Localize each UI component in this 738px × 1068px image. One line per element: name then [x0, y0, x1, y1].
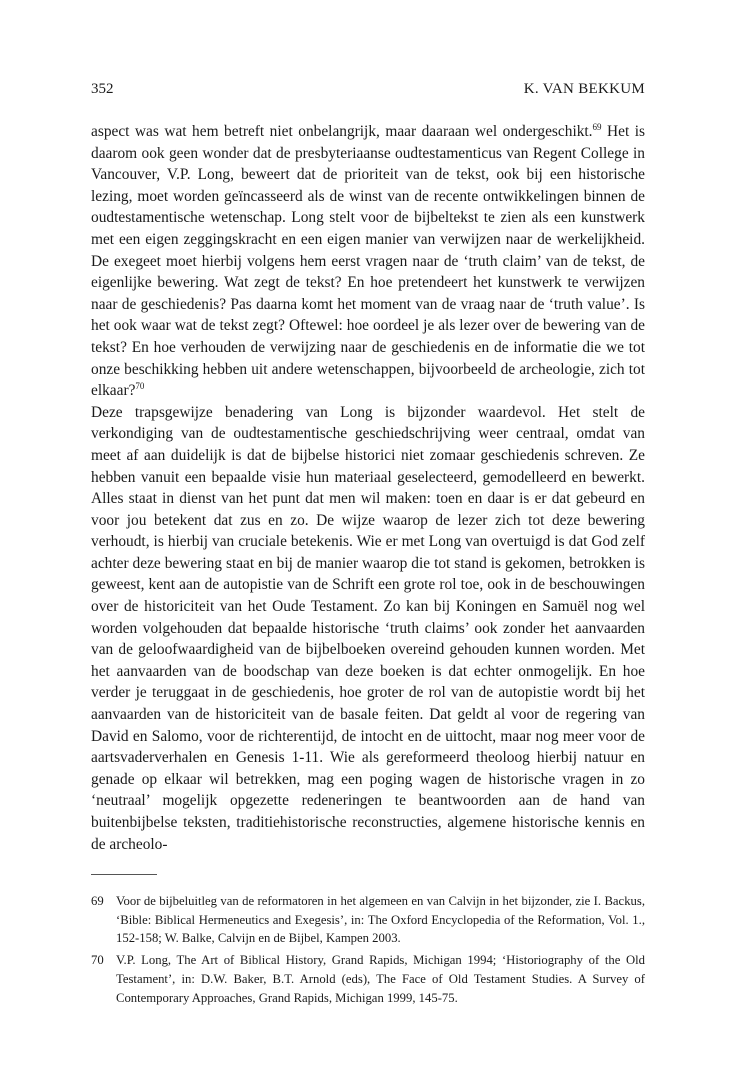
footnote-number: 70 [91, 953, 104, 968]
page-number: 352 [91, 81, 114, 97]
footnote-separator [91, 874, 157, 875]
footnote-70 [91, 951, 645, 1007]
footnote-ref-70[interactable]: 70 [135, 381, 145, 392]
footnote-text: Voor de bijbeluitleg van de reformatoren in het algemeen en van Calvijn in het bijzonder, zie I. Backus, ‘Bible: Biblical Hermeneutics and Exegesis’, in: The Oxford Encyclopedia of the Reformation, Vol. 1., 152-158; W. Balke, Calvijn en de Bijbel, Kampen 2003. [116, 894, 645, 946]
footnotes [91, 892, 645, 1010]
paragraph-1 [91, 121, 645, 402]
footnote-ref-69[interactable]: 69 [592, 122, 602, 132]
running-head-author: K. VAN BEKKUM [523, 81, 645, 97]
running-head [91, 78, 645, 100]
footnote-69 [91, 892, 645, 948]
body-text [91, 121, 645, 855]
paragraph-2: Deze trapsgewijze benadering van Long is bijzonder waardevol. Het stelt de verkondiging van de oudtestamentische geschiedschrijving weer centraal, omdat van meet af aan duidelijk is dat de bijbelse historici niet zomaar geschiedenis schreven. Ze hebben vanuit een bepaalde visie hun materiaal geselecteerd, gemodelleerd en bewerkt. Alles staat in dienst van het punt dat men wil maken: toen en daar is er dat gebeurd en voor jou betekent dat zus en zo. De wijze waarop de lezer zich tot deze bewering verhoudt, is hierbij van cruciale betekenis. Wie er met Long van overtuigd is dat God zelf achter deze bewering staat en bij de manier waarop die tot stand is gekomen, betrokken is geweest, kent aan de autopistie van de Schrift een grote rol toe, ook in de beschouwingen over de historiciteit van het Oude Testament. Zo kan bij Koningen en Samuël nog wel worden volgehouden dat bepaalde historische ‘truth claims’ ook zonder het aanvaarden van de geloofwaardigheid van de bijbelboeken overeind gehouden kunnen worden. Met het aanvaarden van de boodschap van deze boeken is dat echter onmogelijk. En hoe verder je teruggaat in de geschiedenis, hoe groter de rol van de autopistie wordt bij het aanvaarden van de historiciteit van de basale feiten. Dat geldt al voor de regering van David en Salomo, voor de richterentijd, de intocht en de uittocht, maar nog meer voor de aartsvaderverhalen en Genesis 1-11. Wie als gereformeerd theoloog hierbij natuur en genade op elkaar wil betrekken, mag een poging wagen de historische vragen in zo ‘neutraal’ mogelijk opgezette redeneringen te beantwoorden aan de hand van buitenbijbelse teksten, traditiehistorische reconstructies, algemene historische kennis en de archeolo- [91, 403, 645, 853]
footnote-number: 69 [91, 894, 104, 908]
paragraph-1-text-continued: Het is daarom ook geen wonder dat de presbyteriaanse oudtestamenticus van Regent College in Vancouver, V.P. Long, beweert dat de prioriteit van de tekst, ook bij een historische lezing, moet worden geïncasseerd als de winst van de recente ontwikkelingen binnen de oudtestamentische wetenschap. Long stelt voor de bijbeltekst te zien als een kunstwerk met een eigen zeggingskracht en een eigen manier van verwijzen naar de werkelijkheid. De exegeet moet hierbij volgens hem eerst vragen naar de ‘truth claim’ van de tekst, de eigenlijke bewering. Wat zegt de tekst? En hoe pretendeert het kunstwerk te verwijzen naar de geschiedenis? Pas daarna komt het moment van de vraag naar de ‘truth value’. Is het ook waar wat de tekst zegt? Oftewel: hoe oordeel je als lezer over de bewering van de tekst? En hoe verhouden de verwijzing naar de geschiedenis en de informatie die we tot onze beschikking hebben uit andere wetenschappen, bijvoorbeeld de archeologie, zich tot elkaar? [91, 123, 646, 400]
paragraph-1-text: aspect was wat hem betreft niet onbelangrijk, maar daaraan wel ondergeschikt. [91, 123, 593, 140]
footnote-text: V.P. Long, The Art of Biblical History, Grand Rapids, Michigan 1994; ‘Historiography of the Old Testament’, in: D.W. Baker, B.T. Arnold (eds), The Face of Old Testament Studies. A Survey of Contemporary Approaches, Grand Rapids, Michigan 1999, 145-75. [116, 953, 645, 1005]
